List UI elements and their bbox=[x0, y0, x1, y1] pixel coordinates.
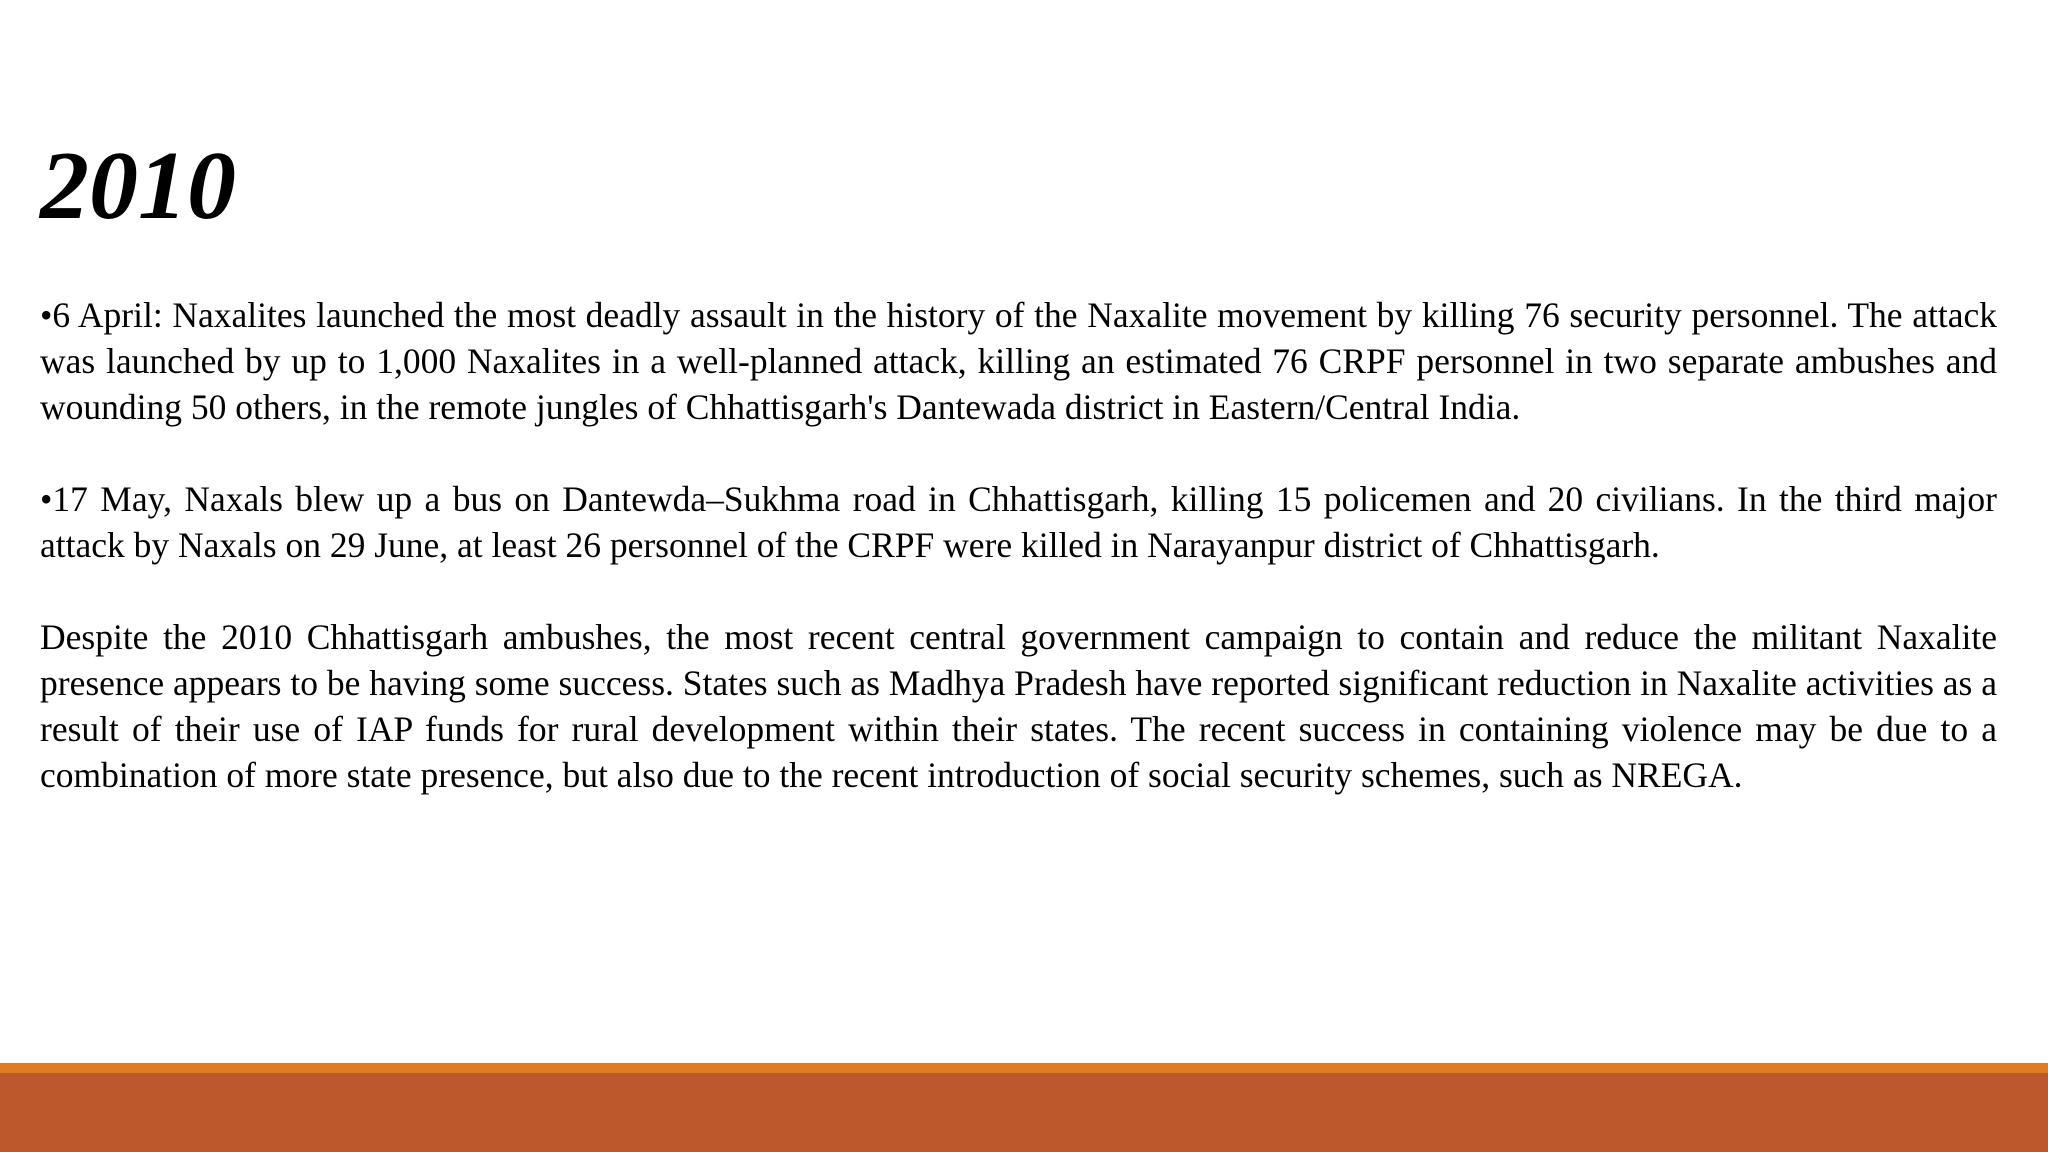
paragraph-may-attack: •17 May, Naxals blew up a bus on Dantewda–Sukhma road in Chhattisgarh, killing 15 policemen and 20 civilians. In the third major attack by Naxals on 29 June, at least 26 personnel of the CRPF were killed in Narayanpur district of Chhattisgarh. bbox=[40, 479, 1997, 565]
paragraph-government-campaign: Despite the 2010 Chhattisgarh ambushes, the most recent central government campaign to contain and reduce the militant Naxalite presence appears to be having some success. States such as Madhya Pradesh have reported significant reduction in Naxalite activities as a result of their use of IAP funds for rural development within their states. The recent success in containing violence may be due to a combination of more state presence, but also due to the recent introduction of social security schemes, such as NREGA. bbox=[40, 617, 1997, 795]
slide-body bbox=[40, 292, 1997, 844]
paragraph-april-attack: •6 April: Naxalites launched the most deadly assault in the history of the Naxalite movement by killing 76 security personnel. The attack was launched by up to 1,000 Naxalites in a well-planned attack, killing an estimated 76 CRPF personnel in two separate ambushes and wounding 50 others, in the remote jungles of Chhattisgarh's Dantewada district in Eastern/Central India. bbox=[40, 295, 1997, 427]
footer-band bbox=[0, 1073, 2048, 1152]
footer-accent-stripe bbox=[0, 1063, 2048, 1073]
slide-title: 2010 bbox=[40, 132, 236, 240]
